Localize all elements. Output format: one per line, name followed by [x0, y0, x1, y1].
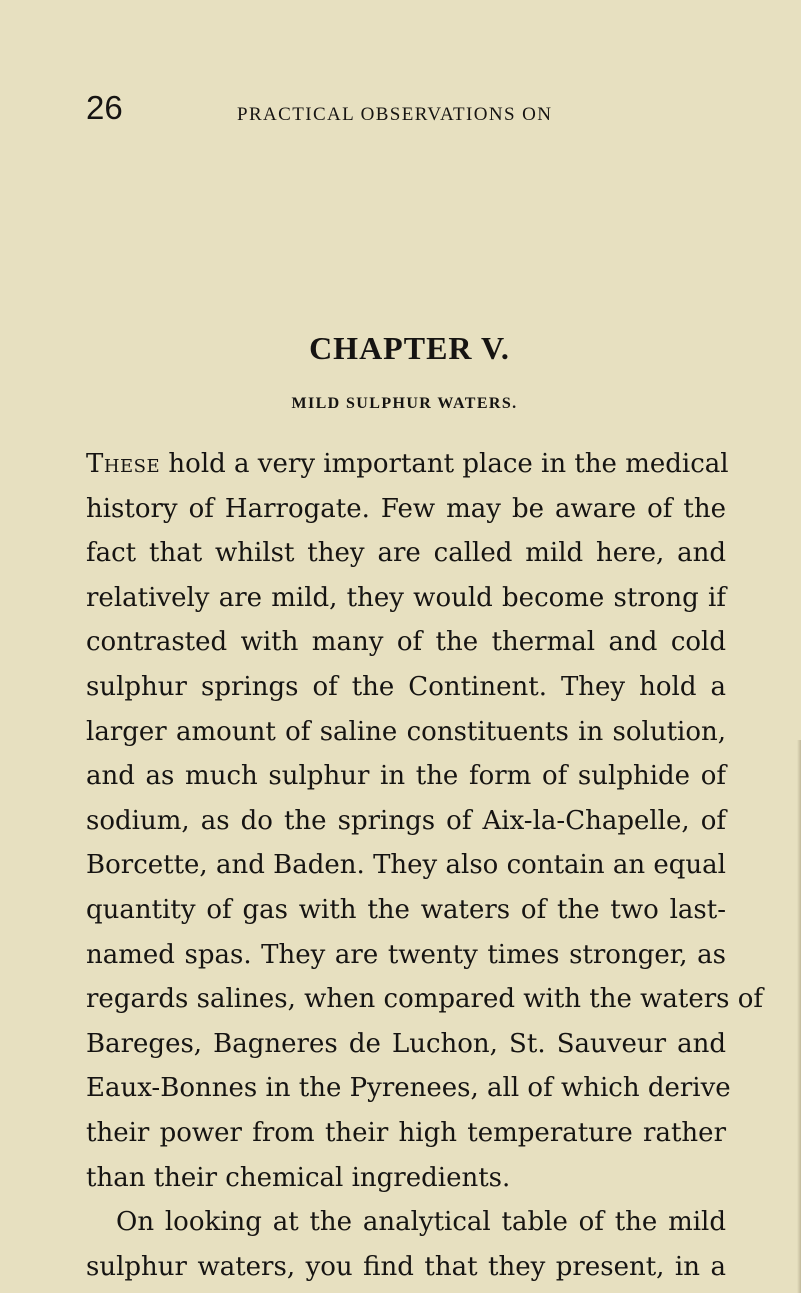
text-line-3: fact that whilst they are called mild here, and — [86, 538, 726, 569]
text-line-16: their power from their high temperature rather — [86, 1117, 726, 1148]
chapter-subtitle: MILD SULPHUR WATERS. — [291, 395, 518, 412]
page-number: 26 — [86, 89, 123, 126]
text-line-10: Borcette, and Baden. They also contain an equal — [86, 850, 726, 881]
text-line-13: regards salines, when compared with the waters of — [86, 984, 764, 1015]
text-line-15: Eaux-Bonnes in the Pyrenees, all of which derive — [86, 1073, 731, 1104]
text-line-5: contrasted with many of the thermal and cold — [86, 627, 726, 658]
text-line-11: quantity of gas with the waters of the two last- — [86, 894, 726, 925]
running-head: PRACTICAL OBSERVATIONS ON — [237, 104, 553, 125]
opening-word: These — [86, 449, 161, 479]
chapter-body — [86, 442, 764, 1289]
text-line-17: than their chemical ingredients. — [86, 1162, 511, 1193]
text-line-6: sulphur springs of the Continent. They hold a — [86, 671, 726, 702]
text-line-14: Bareges, Bagneres de Luchon, St. Sauveur and — [86, 1028, 726, 1059]
text-line-8: and as much sulphur in the form of sulphide of — [86, 761, 726, 792]
chapter-title: CHAPTER V. — [309, 330, 510, 366]
text-line-18: On looking at the analytical table of the mild — [116, 1207, 726, 1238]
text-line-4: relatively are mild, they would become strong if — [86, 582, 726, 613]
text-line-7: larger amount of saline constituents in solution, — [86, 716, 726, 747]
text-line-9: sodium, as do the springs of Aix-la-Chapelle, of — [86, 805, 726, 836]
text-line-2: history of Harrogate. Few may be aware of the — [86, 493, 726, 524]
page-edge-shadow — [797, 740, 801, 1293]
text-line-1 — [86, 442, 729, 487]
text-line-1-rest: hold a very important place in the medical — [160, 449, 729, 479]
text-line-19: sulphur waters, you find that they present, in a — [86, 1251, 726, 1282]
text-line-12: named spas. They are twenty times stronger, as — [86, 939, 726, 970]
